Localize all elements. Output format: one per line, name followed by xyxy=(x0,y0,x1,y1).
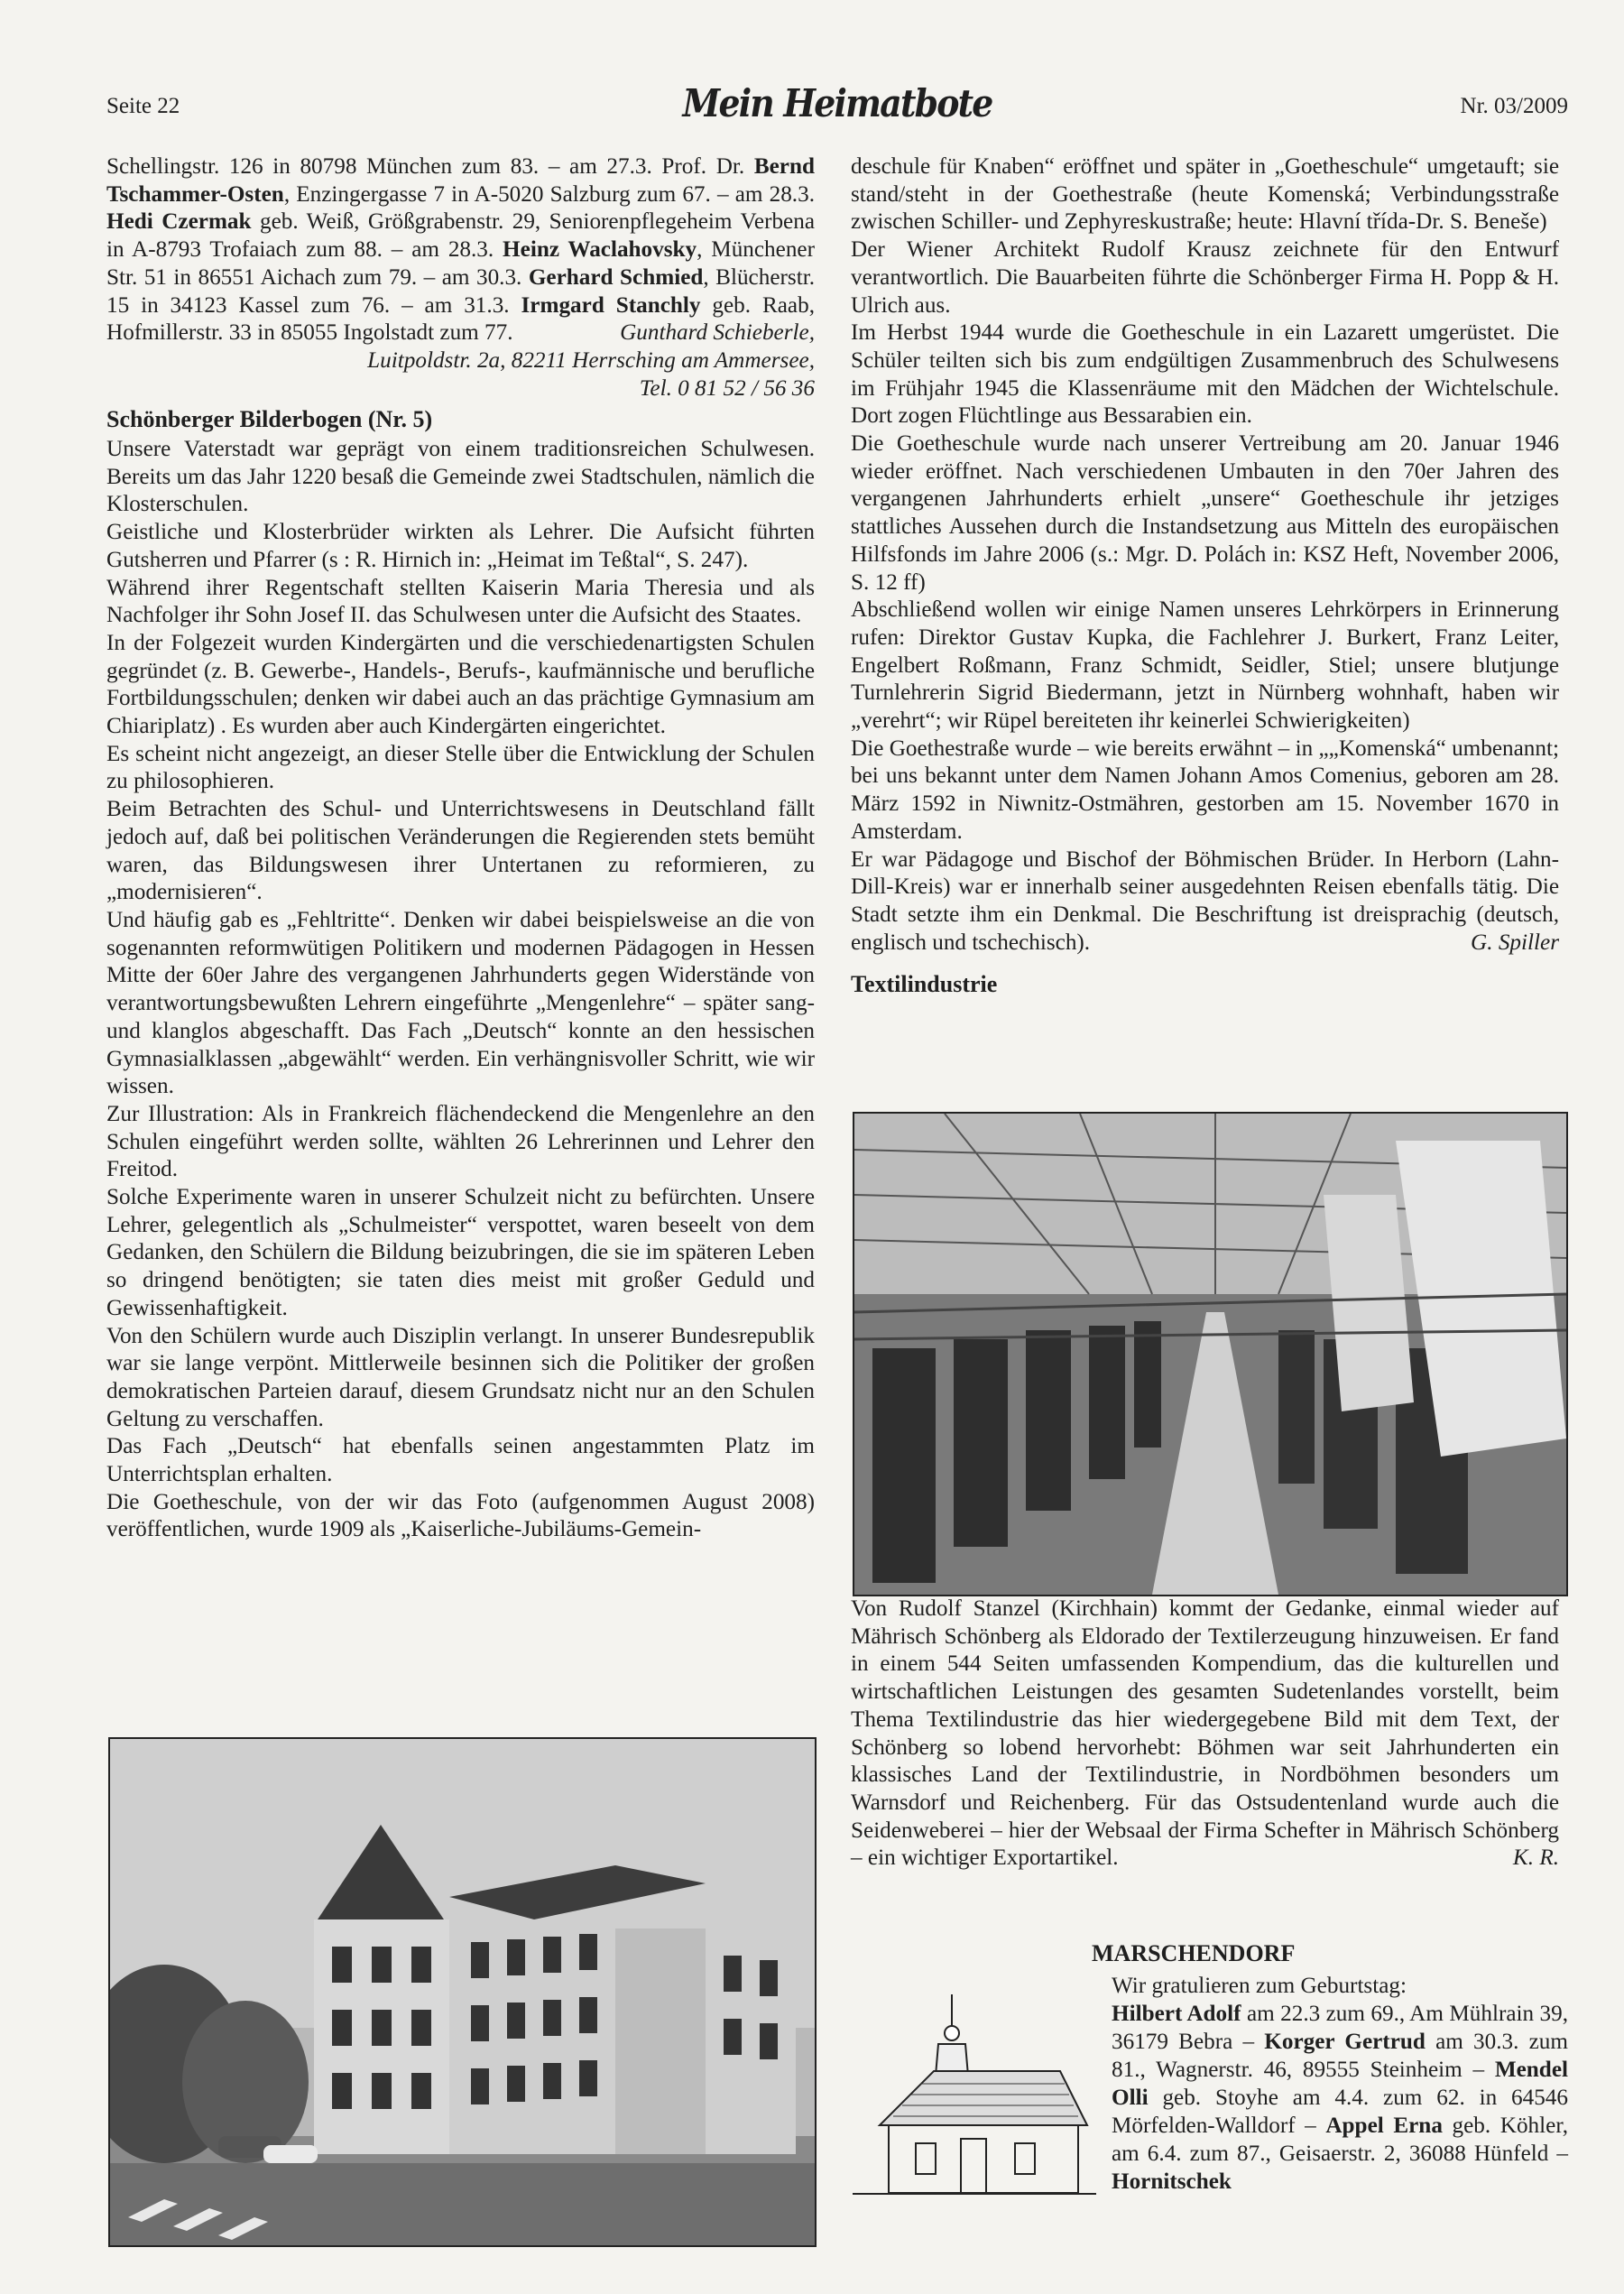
textile-text-block xyxy=(851,1596,1559,1873)
paragraph xyxy=(851,846,1559,957)
paragraph: Die Goetheschule, von der wir das Foto (aufgenommen August 2008) veröffentlichen, wurde 1909 als „Kaiserliche-Jubiläums-Gemein- xyxy=(106,1489,815,1542)
section-heading: Schönberger Bilderbogen (Nr. 5) xyxy=(106,406,433,433)
right-column xyxy=(851,153,1559,1001)
goetheschule-photo xyxy=(108,1737,817,2247)
signature-name: Gunthard Schieberle, xyxy=(620,320,815,346)
text-run: geb. Raab, Hofmillerstr. 33 in 85055 Ingolstadt zum 77. xyxy=(106,292,815,346)
text-run: , Münchener Str. 51 in 86551 Aichach zum 79. – am 30.3. xyxy=(106,237,815,290)
paragraph-text: Er war Pädagoge und Bischof der Böhmischen Brüder. In Herborn (Lahn-Dill-Kreis) war er innerhalb seiner ausgedehnten Reisen ebenfalls tätig. Die Stadt setzte ihm ein Denkmal. Die Beschriftung ist dreisprachig (deutsch, englisch und tschechisch). xyxy=(851,846,1559,955)
text-run: am 22.3 zum 69., Am Mühlrain 39, 36179 Bebra – xyxy=(1112,2002,1568,2054)
name-bold: Korger Gertrud xyxy=(1264,2030,1426,2054)
marschendorf-birthdays xyxy=(1112,1972,1568,2196)
paragraph: Und häufig gab es „Fehltritte“. Denken wir dabei beispielsweise an die von sogenannten reformwütigen Politikern und modernen Pädagogen in Hessen Mitte der 60er Jahre des vergangenen Jahrhunderts gegen Widerstände von verantwortungsbewußten Lehrern eingeführte „Mengenlehre“ – später sang- und klanglos abgeschafft. Das Fach „Deutsch“ konnte an den hessischen Gymnasialklassen „abgewählt“ werden. Ein verhängnisvoller Schritt, wie wir wissen. xyxy=(106,908,815,1099)
paragraph: Von den Schülern wurde auch Disziplin verlangt. In unserer Bundesrepublik war sie lange verpönt. Mittlerweile besinnen sich die Politiker der großen demokratischen Parteien darauf, diesem Grundsatz nicht nur an den Schulen Geltung zu verschaffen. xyxy=(106,1323,815,1431)
signature-phone: Tel. 0 81 52 / 56 36 xyxy=(639,375,815,401)
paragraph: Solche Experimente waren in unserer Schulzeit nicht zu befürchten. Unsere Lehrer, gelegentlich als „Schulmeister“ verspottet, waren beseelt von dem Gedanken, den Schülern die Bildung beizubringen, die sie im späteren Leben so dringend benötigten; sie taten dies meist mit großer Geduld und Gewissenhaftigkeit. xyxy=(106,1185,815,1320)
text-run: geb. Stoyhe am 4.4. zum 62. in 64546 Mörfelden-Walldorf – xyxy=(1112,2086,1568,2138)
church-illustration xyxy=(853,1990,1096,2202)
paragraph: Im Herbst 1944 wurde die Goetheschule in ein Lazarett umgerüstet. Die Schüler teilten sich bis zum endgültigen Zusammenbruch des Schulwesens im Frühjahr 1945 die Klassenräume mit den Mädchen der Wichtelschule. Dort zogen Flüchtlinge aus Bessarabien ein. xyxy=(851,320,1559,429)
paragraph: Der Wiener Architekt Rudolf Krausz zeichnete für den Entwurf verantwortlich. Die Bauarbeiten führte die Schönberger Firma H. Popp & H. Ulrich aus. xyxy=(851,237,1559,318)
paragraph: Es scheint nicht angezeigt, an dieser Stelle über die Entwicklung der Schulen zu philosophieren. xyxy=(106,741,815,794)
text-run: , Blücherstr. 15 in 34123 Kassel zum 76. – am 31.3. xyxy=(106,264,815,318)
text-run: geb. Weiß, Größgrabenstr. 29, Seniorenpflegeheim Verbena in A-8793 Trofaiach zum 88. – am 28.3. xyxy=(106,209,815,263)
name-bold: Appel Erna xyxy=(1325,2114,1443,2138)
name-bold: Gerhard Schmied xyxy=(528,264,704,290)
paragraph: Zur Illustration: Als in Frankreich flächendeckend die Mengenlehre an den Schulen eingeführt werden sollte, wählten 26 Lehrerinnen und Lehrer den Freitod. xyxy=(106,1101,815,1182)
intro-text: Wir gratulieren zum Geburtstag: xyxy=(1112,1974,1407,1998)
birthday-list xyxy=(106,153,815,347)
page-header xyxy=(106,81,1568,132)
name-bold: Heinz Waclahovsky xyxy=(503,237,697,263)
author-signature: K. R. xyxy=(1512,1845,1559,1871)
paragraph: Geistliche und Klosterbrüder wirkten als Lehrer. Die Aufsicht führten Gutsherren und Pfarrer (s : R. Hirnich in: „Heimat im Teßtal“, S. 247). xyxy=(106,520,815,572)
paragraph: In der Folgezeit wurden Kindergärten und die verschiedenartigsten Schulen gegründet (z. B. Gewerbe-, Handels-, Berufs-, kaufmännische und berufliche Fortbildungsschulen; denken wir dabei auch an das prächtige Gymnasium am Chiariplatz) . Es wurden aber auch Kindergärten eingerichtet. xyxy=(106,630,815,739)
author-signature: G. Spiller xyxy=(1471,930,1559,955)
issue-number: Nr. 03/2009 xyxy=(1460,94,1568,118)
paragraph: Die Goethestraße wurde – wie bereits erwähnt – in „„Komenská“ umbenannt; bei uns bekannt unter dem Namen Johann Amos Comenius, geboren am 28. März 1592 in Niwnitz-Ostmähren, gestorben am 15. November 1670 in Amsterdam. xyxy=(851,735,1559,844)
paragraph: Beim Betrachten des Schul- und Unterrichtswesens in Deutschland fällt jedoch auf, daß bei politischen Veränderungen die Regierenden stets bemüht waren, das Bildungswesen ihrer Untertanen zu reformieren, zu „modernisieren“. xyxy=(106,797,815,905)
left-column xyxy=(106,153,815,1544)
paragraph: Unsere Vaterstadt war geprägt von einem traditionsreichen Schulwesen. Bereits um das Jahr 1220 besaß die Gemeinde zwei Stadtschulen, nämlich die Klosterschulen. xyxy=(106,437,815,517)
paragraph: Die Goetheschule wurde nach unserer Vertreibung am 20. Januar 1946 wieder eröffnet. Nach verschiedenen Umbauten in den 70er Jahren des vergangenen Jahrhunderts erhielt „unsere“ Goetheschule ihr jetziges stattliches Aussehen durch die Instandsetzung aus Mitteln des europäischen Hilfsfonds im Jahre 2006 (s.: Mgr. D. Polách in: KSZ Heft, November 2006, S. 12 ff) xyxy=(851,431,1559,595)
section-heading: MARSCHENDORF xyxy=(1092,1940,1296,1966)
paragraph: Das Fach „Deutsch“ hat ebenfalls seinen angestammten Platz im Unterrichtsplan erhalten. xyxy=(106,1434,815,1487)
name-bold: Mendel Olli xyxy=(1112,2058,1568,2110)
text-run: geb. Köhler, am 6.4. zum 87., Geisaerstr. 2, 36088 Hünfeld – xyxy=(1112,2114,1568,2166)
name-bold: Irmgard Stanchly xyxy=(521,292,701,318)
textile-hall-photo xyxy=(853,1112,1568,1596)
paragraph: Von Rudolf Stanzel (Kirchhain) kommt der Gedanke, einmal wieder auf Mährisch Schönberg als Eldorado der Textilerzeugung hinzuweisen. Er fand in einem 544 Seiten umfassenden Kompendium, das die kulturellen und wirtschaftlichen Leistungen des gesamten Sudetenlandes vorstellt, beim Thema Textilindustrie das hier wiedergegebene Bild mit dem Text, der Schönberg so lobend hervorhebt: Böhmen war seit Jahrhunderten ein klassisches Land der Textilindustrie, in Nordböhmen besonders um Warnsdorf und Reichenberg. Für das Ostsudentenland wurde auch die Seidenweberei – hier der Websaal der Firma Schefter in Mährisch Schönberg – ein wichtiger Exportartikel. xyxy=(851,1596,1559,1871)
paragraph: deschule für Knaben“ eröffnet und später in „Goetheschule“ umgetauft; sie stand/steht in der Goethestraße (heute Komenská; Verbindungsstraße zwischen Schiller- und Zephyreskustraße; heute: Hlavní třída-Dr. S. Beneše) xyxy=(851,154,1559,235)
text-run: Schellingstr. 126 in 80798 München zum 83. – am 27.3. Prof. Dr. xyxy=(106,154,754,179)
page-number: Seite 22 xyxy=(106,94,180,118)
name-bold: Hedi Czermak xyxy=(106,209,252,235)
masthead-logo: Mein Heimatbote xyxy=(682,81,992,125)
name-bold: Hilbert Adolf xyxy=(1112,2002,1241,2026)
paragraph: Während ihrer Regentschaft stellten Kaiserin Maria Theresia und als Nachfolger ihr Sohn Josef II. das Schulwesen unter die Aufsicht des Staates. xyxy=(106,575,815,628)
name-bold: Hornitschek xyxy=(1112,2169,1232,2194)
text-run: , Enzingergasse 7 in A-5020 Salzburg zum 67. – am 28.3. xyxy=(283,181,815,207)
signature-address: Luitpoldstr. 2a, 82211 Herrsching am Ammersee, xyxy=(367,347,815,373)
birthday-list xyxy=(1112,2000,1568,2196)
text-run: am 30.3. zum 81., Wagnerstr. 46, 89555 Steinheim – xyxy=(1112,2030,1568,2082)
name-bold: Bernd Tschammer-Osten xyxy=(106,154,815,207)
paragraph: Abschließend wollen wir einige Namen unseres Lehrkörpers in Erinnerung rufen: Direktor Gustav Kupka, die Fachlehrer J. Burkert, Franz Leiter, Engelbert Roßmann, Franz Schmidt, Seidler, Stiel; unsere blutjunge Turnlehrerin Sigrid Biedermann, jetzt in Nürnberg wohnhaft, haben wir „verehrt“; wir Rüpel bereiteten ihr keinerlei Schwierigkeiten) xyxy=(851,597,1559,734)
section-heading: Textilindustrie xyxy=(851,971,998,998)
